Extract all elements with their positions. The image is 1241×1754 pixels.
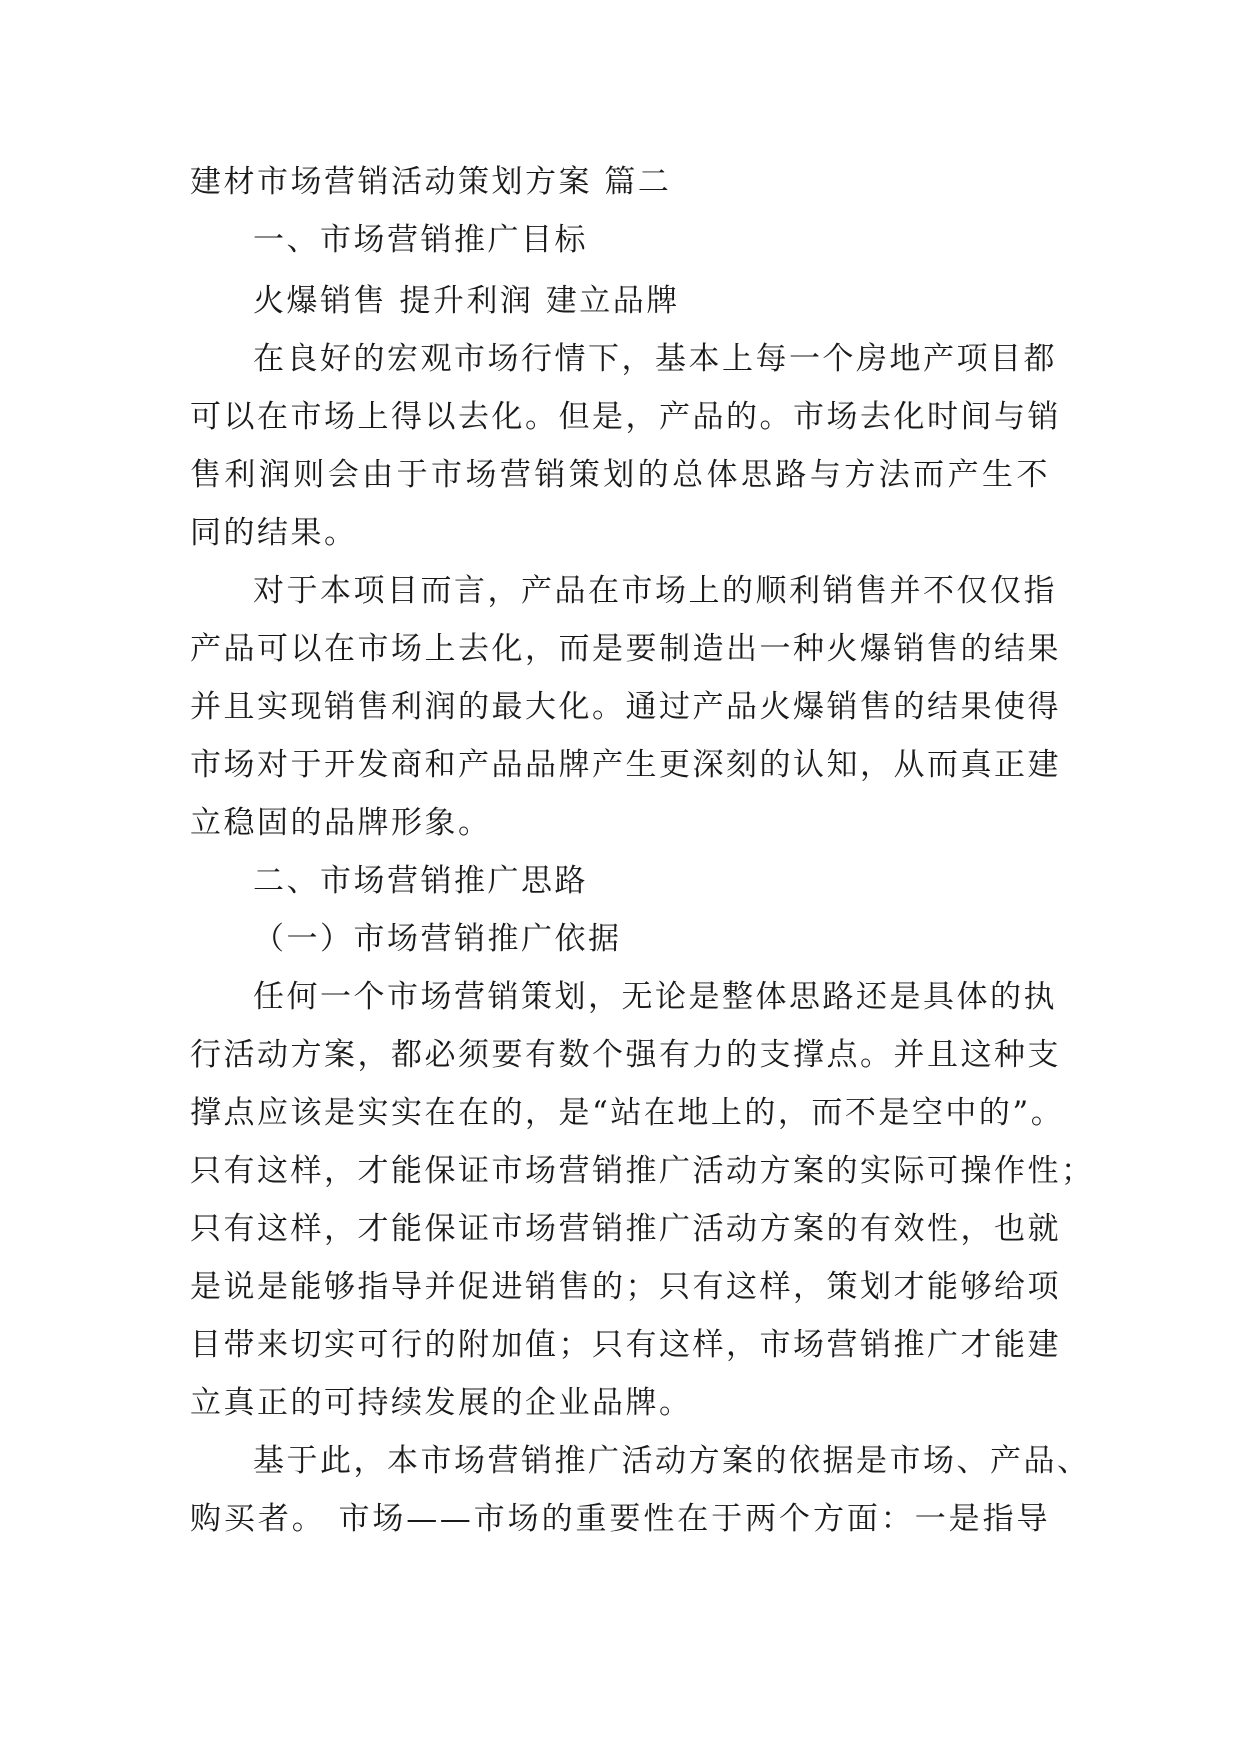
section-heading: 一、市场营销推广目标 (253, 222, 588, 258)
paragraph-line: 目带来切实可行的附加值；只有这样，市场营销推广才能建 (190, 1327, 1061, 1363)
paragraph-line: 立真正的可持续发展的企业品牌。 (190, 1385, 693, 1421)
paragraph-line: 立稳固的品牌形象。 (190, 805, 492, 841)
section-heading: 二、市场营销推广思路 (253, 863, 588, 899)
subsection-heading: （一）市场营销推广依据 (253, 921, 622, 957)
paragraph-line: 同的结果。 (190, 515, 358, 551)
paragraph-line: 撑点应该是实实在在的，是“站在地上的，而不是空中的”。 (190, 1095, 1065, 1131)
paragraph-line: 基于此，本市场营销推广活动方案的依据是市场、产品、 (253, 1443, 1091, 1479)
document-title: 建材市场营销活动策划方案 篇二 (190, 164, 672, 200)
slogan-line: 火爆销售 提升利润 建立品牌 (253, 283, 680, 319)
paragraph-line: 市场对于开发商和产品品牌产生更深刻的认知，从而真正建 (190, 747, 1061, 783)
paragraph-line: 产品可以在市场上去化，而是要制造出一种火爆销售的结果 (190, 631, 1061, 667)
paragraph-line: 行活动方案，都必须要有数个强有力的支撑点。并且这种支 (190, 1037, 1061, 1073)
paragraph-line: 对于本项目而言，产品在市场上的顺利销售并不仅仅指 (253, 573, 1057, 609)
paragraph-line: 只有这样，才能保证市场营销推广活动方案的有效性，也就 (190, 1211, 1061, 1247)
paragraph-line: 售利润则会由于市场营销策划的总体思路与方法而产生不 (190, 457, 1050, 493)
paragraph-line: 并且实现销售利润的最大化。通过产品火爆销售的结果使得 (190, 689, 1061, 725)
paragraph-line: 在良好的宏观市场行情下，基本上每一个房地产项目都 (253, 341, 1057, 377)
paragraph-line: 可以在市场上得以去化。但是，产品的。市场去化时间与销 (190, 399, 1061, 435)
paragraph-line: 购买者。 市场——市场的重要性在于两个方面：一是指导 (190, 1501, 1050, 1537)
paragraph-line: 是说是能够指导并促进销售的；只有这样，策划才能够给项 (190, 1269, 1061, 1305)
paragraph-line: 只有这样，才能保证市场营销推广活动方案的实际可操作性； (190, 1153, 1095, 1189)
paragraph-line: 任何一个市场营销策划，无论是整体思路还是具体的执 (253, 979, 1057, 1015)
